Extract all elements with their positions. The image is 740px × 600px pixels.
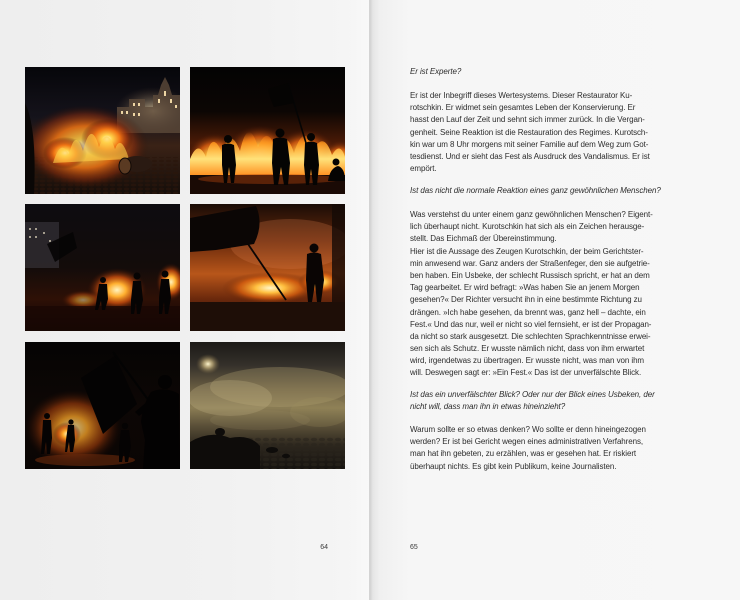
text-line: drängen. »Ich habe gesehen, da brennt was, ganz hell – dachte, ein [410, 307, 646, 317]
question-line: Ist das ein unverfälschter Blick? Oder nur der Blick eines Usbeken, der [410, 390, 655, 399]
fire-glow [25, 105, 149, 189]
text-line: lich überhaupt nicht. Kurotschkin hat sich als ein Zeichen herausge- [410, 222, 645, 232]
photo-3 [25, 204, 180, 331]
text-line: Hier ist die Aussage des Zeugen Kurotschkin, der beim Gerichtster- [410, 246, 644, 256]
text-line: überhaupt nichts. Es gibt kein Publikum, keine Journalisten. [410, 461, 617, 471]
text-line: man hat ihn gebeten, zu erzählen, was er gesehen hat. Er riskiert [410, 449, 637, 459]
photo-5-image [25, 342, 180, 469]
answer-3 [410, 424, 710, 473]
photo-6 [190, 342, 345, 469]
photo-2 [190, 67, 345, 194]
street-lamp [196, 354, 220, 374]
question-line: nicht will, dass man ihn in etwas hineinzieht? [410, 402, 566, 412]
text-line: hasst den Lauf der Zeit und sehnt sich immer zurück. In die Vergan- [410, 115, 645, 125]
photo-6-image [190, 342, 345, 469]
text-line: ben haben. Ein Usbeke, der schlecht Russisch spricht, er hat an dem [410, 270, 650, 280]
text-line: sen sich als Schutz. Er wusste nämlich nicht, dass von ihm erwartet [410, 344, 645, 354]
text-line: kin war um 8 Uhr morgens mit seiner Familie auf dem Weg zum Got- [410, 139, 649, 149]
text-line: stellt. Das Eichmaß der Übereinstimmung. [410, 234, 557, 244]
answer-2 [410, 209, 710, 380]
photo-1 [25, 67, 180, 194]
text-line: werden? Er ist bei Gericht wegen eines administrativen Verfahrens, [410, 437, 644, 447]
photo-2-image [190, 67, 345, 194]
ground [190, 302, 345, 331]
text-line: empört. [410, 164, 437, 174]
text-line: Er ist der Inbegriff dieses Wertesystems. Dieser Restaurator Ku- [410, 91, 633, 100]
photo-3-image [25, 204, 180, 331]
text-line: genheit. Seine Reaktion ist die Restauration des Regimes. Kurotsch- [410, 127, 648, 137]
text-line: tesdienst. Und er sieht das Fest als Ausdruck des Vandalismus. Er ist [410, 151, 650, 161]
text-line: Fest.« Und das nur, weil er nicht so viel fernsieht, er ist der Propagan- [410, 319, 652, 329]
answer-1 [410, 90, 710, 175]
page-number-left: 64 [320, 544, 328, 551]
page-number-right: 65 [410, 544, 418, 551]
text-line: Tag gearbeitet. Er wird befragt: »Was haben Sie an jenem Morgen [410, 283, 640, 293]
text-line: wird, irgendetwas zu übertragen. Er wusste nicht, was man von ihm [410, 356, 645, 366]
question-1 [410, 66, 710, 78]
text-line: will. Deswegen sagt er: »Ein Fest.« Das ist der unverfälschte Blick. [410, 368, 642, 378]
text-line: min anwesend war. Ganz anders der Straßenfeger, den sie aufgetrie- [410, 258, 650, 268]
text-line: rotschkin. Er widmet sein gesamtes Leben der Konservierung. Er [410, 103, 636, 113]
photo-1-image [25, 67, 180, 194]
text-line: da nicht so stark ausgesetzt. Die schlechten Sprachkenntnisse erwei- [410, 331, 651, 341]
photo-4-image [190, 204, 345, 331]
text-line: Was verstehst du unter einem ganz gewöhnlichen Menschen? Eigent- [410, 210, 653, 219]
text-line: gesehen?« Der Richter versucht ihn in eine bestimmte Richtung zu [410, 295, 642, 305]
photo-4 [190, 204, 345, 331]
question-3 [410, 389, 710, 413]
question-2 [410, 185, 710, 197]
right-page [370, 0, 740, 600]
photo-5 [25, 342, 180, 469]
question-line: Er ist Experte? [410, 67, 462, 76]
text-column [410, 0, 710, 600]
text-line: Warum sollte er so etwas denken? Wo sollte er denn hineingezogen [410, 425, 646, 434]
question-line: Ist das nicht die normale Reaktion eines ganz gewöhnlichen Menschen? [410, 186, 661, 195]
